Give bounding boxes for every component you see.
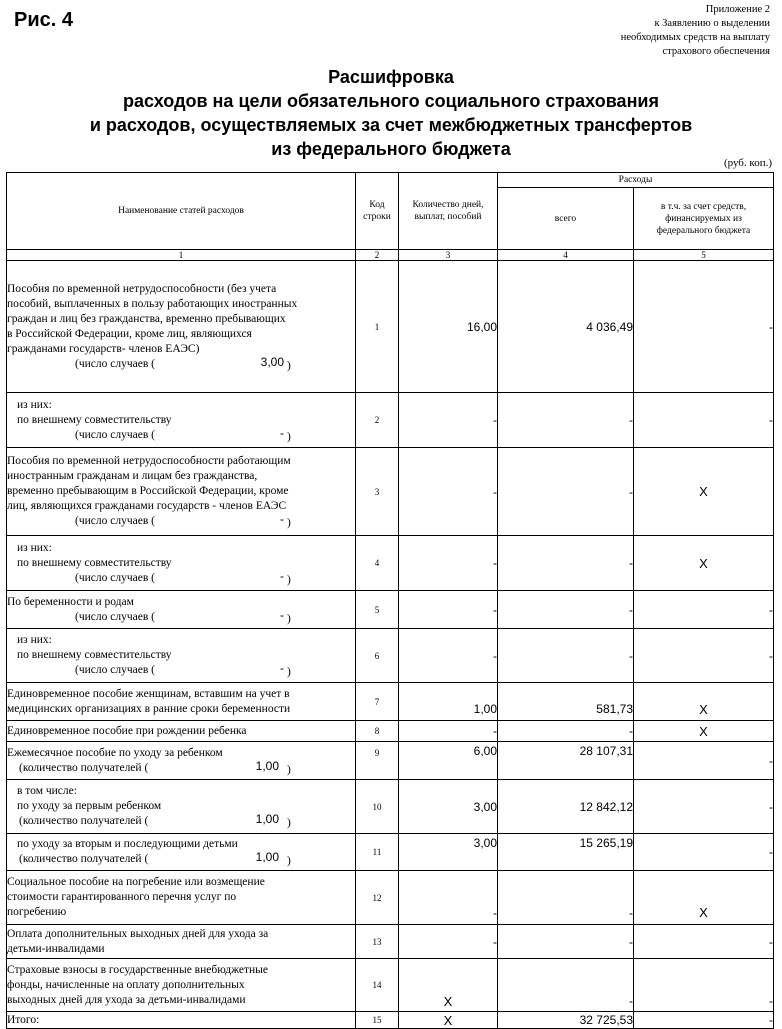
row-federal: - bbox=[634, 925, 774, 959]
col-number: 1 bbox=[7, 250, 356, 261]
row-total: - bbox=[498, 536, 634, 591]
count-close: ) bbox=[287, 817, 291, 829]
row-name bbox=[7, 959, 356, 1012]
row-text: пособий, выплаченных в пользу работающих иностранных bbox=[7, 297, 298, 310]
table-row bbox=[7, 721, 774, 742]
document-title bbox=[0, 65, 782, 161]
row-code: 10 bbox=[356, 780, 399, 834]
expenses-table bbox=[6, 172, 774, 1029]
table-row bbox=[7, 1012, 774, 1029]
row-qty: X bbox=[399, 959, 498, 1012]
count-label: (число случаев ( bbox=[75, 664, 155, 676]
row-total: 12 842,12 bbox=[498, 780, 634, 834]
row-text: из них: bbox=[17, 541, 52, 554]
row-federal: - bbox=[634, 261, 774, 393]
count-value: - bbox=[280, 425, 284, 440]
header-qty: Количество дней, выплат, пособий bbox=[399, 173, 498, 250]
count-close: ) bbox=[287, 612, 291, 625]
table-row bbox=[7, 261, 774, 393]
table-row bbox=[7, 591, 774, 629]
row-text: гражданами государств- членов ЕАЭС) bbox=[7, 342, 200, 355]
row-code: 2 bbox=[356, 393, 399, 448]
row-federal: - bbox=[634, 959, 774, 1012]
row-total: - bbox=[498, 448, 634, 536]
row-qty: - bbox=[399, 591, 498, 629]
count-value: - bbox=[280, 661, 284, 675]
case-count bbox=[7, 607, 355, 625]
annex-line: необходимых средств на выплату bbox=[620, 32, 770, 43]
row-name bbox=[7, 871, 356, 925]
count-label: (число случаев ( bbox=[75, 571, 155, 584]
count-close: ) bbox=[287, 855, 291, 867]
row-federal: - bbox=[634, 1012, 774, 1029]
row-text: Пособия по временной нетрудоспособности работающим bbox=[7, 455, 291, 467]
row-total: - bbox=[498, 721, 634, 742]
annex-line: к Заявлению о выделении bbox=[654, 18, 770, 29]
count-value: 3,00 bbox=[260, 354, 284, 369]
row-text: Единовременное пособие при рождении ребенка bbox=[7, 724, 247, 737]
row-total: 15 265,19 bbox=[498, 834, 634, 871]
row-name bbox=[7, 591, 356, 629]
unit-label: (руб. коп.) bbox=[723, 157, 772, 169]
row-name bbox=[7, 536, 356, 591]
row-code: 1 bbox=[356, 261, 399, 393]
row-total: 28 107,31 bbox=[498, 742, 634, 780]
row-qty: - bbox=[399, 629, 498, 683]
row-text: Ежемесячное пособие по уходу за ребенком bbox=[7, 746, 223, 759]
row-text: выходных дней для ухода за детьми-инвалидами bbox=[7, 993, 246, 1006]
row-qty: 6,00 bbox=[399, 742, 498, 780]
row-qty: X bbox=[399, 1012, 498, 1029]
row-code: 8 bbox=[356, 721, 399, 742]
row-federal: - bbox=[634, 834, 774, 871]
col-number: 5 bbox=[634, 250, 774, 261]
row-code: 15 bbox=[356, 1012, 399, 1029]
row-text: по внешнему совместительству bbox=[17, 413, 172, 426]
row-text: Оплата дополнительных выходных дней для ухода за bbox=[7, 927, 269, 940]
row-federal: - bbox=[634, 591, 774, 629]
table-row bbox=[7, 834, 774, 871]
table-row bbox=[7, 448, 774, 536]
count-close: ) bbox=[287, 517, 291, 529]
row-federal: X bbox=[634, 721, 774, 742]
row-qty: - bbox=[399, 393, 498, 448]
row-text: по уходу за первым ребенком bbox=[17, 800, 162, 812]
row-text: Единовременное пособие женщинам, вставшим на учет в bbox=[7, 687, 290, 700]
figure-label: Рис. 4 bbox=[14, 9, 73, 31]
table-row bbox=[7, 536, 774, 591]
row-text: Страховые взносы в государственные внебюджетные bbox=[7, 963, 268, 976]
count-close: ) bbox=[287, 763, 291, 776]
row-code: 5 bbox=[356, 591, 399, 629]
row-qty: 1,00 bbox=[399, 683, 498, 721]
row-text: в Российской Федерации, кроме лиц, являющихся bbox=[7, 327, 252, 340]
count-value: - bbox=[280, 607, 284, 622]
row-text: граждан и лиц без гражданства, временно пребывающих bbox=[7, 312, 286, 325]
table-row bbox=[7, 780, 774, 834]
table-row bbox=[7, 393, 774, 448]
row-code: 7 bbox=[356, 683, 399, 721]
row-code: 4 bbox=[356, 536, 399, 591]
row-federal: - bbox=[634, 629, 774, 683]
count-label: (число случаев ( bbox=[75, 515, 155, 527]
row-text: по внешнему совместительству bbox=[17, 649, 172, 661]
row-name bbox=[7, 721, 356, 742]
title-line: из федерального бюджета bbox=[271, 139, 511, 159]
row-federal: X bbox=[634, 536, 774, 591]
col-number: 3 bbox=[399, 250, 498, 261]
table-row bbox=[7, 871, 774, 925]
row-qty: 16,00 bbox=[399, 261, 498, 393]
count-value: 1,00 bbox=[255, 850, 279, 864]
case-count bbox=[7, 514, 355, 529]
row-total: 581,73 bbox=[498, 683, 634, 721]
case-count bbox=[7, 425, 355, 443]
count-value: 1,00 bbox=[255, 812, 279, 826]
row-total: - bbox=[498, 393, 634, 448]
row-federal: X bbox=[634, 871, 774, 925]
row-name bbox=[7, 393, 356, 448]
row-text: из них: bbox=[17, 398, 52, 411]
row-total: - bbox=[498, 871, 634, 925]
table-row bbox=[7, 629, 774, 683]
row-qty: 3,00 bbox=[399, 780, 498, 834]
row-text: Итого: bbox=[7, 1013, 40, 1026]
col-number: 2 bbox=[356, 250, 399, 261]
row-text: погребению bbox=[7, 906, 67, 918]
row-name bbox=[7, 629, 356, 683]
row-text: По беременности и родам bbox=[7, 595, 134, 608]
count-label: (число случаев ( bbox=[75, 610, 155, 623]
row-federal: - bbox=[634, 742, 774, 780]
row-total: 32 725,53 bbox=[498, 1012, 634, 1029]
count-close: ) bbox=[287, 666, 291, 678]
row-name bbox=[7, 925, 356, 959]
row-total: - bbox=[498, 925, 634, 959]
header-expenses: Расходы bbox=[498, 173, 774, 188]
row-qty: - bbox=[399, 871, 498, 925]
row-code: 3 bbox=[356, 448, 399, 536]
row-qty: - bbox=[399, 448, 498, 536]
row-text: Социальное пособие на погребение или возмещение bbox=[7, 876, 265, 888]
recipient-count bbox=[7, 852, 355, 867]
row-code: 6 bbox=[356, 629, 399, 683]
count-label: (количество получателей ( bbox=[19, 761, 149, 774]
count-value: - bbox=[280, 512, 284, 526]
row-total: 4 036,49 bbox=[498, 261, 634, 393]
count-close: ) bbox=[287, 359, 291, 372]
row-name bbox=[7, 742, 356, 780]
title-line: расходов на цели обязательного социального страхования bbox=[122, 91, 660, 111]
count-label: (число случаев ( bbox=[75, 428, 155, 441]
row-text: по внешнему совместительству bbox=[17, 556, 172, 569]
recipient-count bbox=[7, 758, 355, 776]
count-value: 1,00 bbox=[255, 758, 279, 773]
table-row bbox=[7, 683, 774, 721]
row-total: - bbox=[498, 959, 634, 1012]
row-name bbox=[7, 1012, 356, 1029]
row-federal: X bbox=[634, 683, 774, 721]
header-total: всего bbox=[498, 188, 634, 250]
row-federal: X bbox=[634, 448, 774, 536]
count-label: (количество получателей ( bbox=[19, 815, 149, 827]
row-text: медицинских организациях в ранние сроки беременности bbox=[7, 702, 291, 715]
annex-line: страхового обеспечения bbox=[662, 46, 770, 57]
title-line: Расшифровка bbox=[328, 67, 454, 87]
row-name bbox=[7, 834, 356, 871]
recipient-count bbox=[7, 814, 355, 829]
table-row bbox=[7, 959, 774, 1012]
count-value: - bbox=[280, 568, 284, 583]
case-count bbox=[7, 354, 355, 372]
count-close: ) bbox=[287, 430, 291, 443]
row-code: 13 bbox=[356, 925, 399, 959]
case-count bbox=[7, 568, 355, 586]
row-text: временно пребывающим в Российской Федерации, кроме bbox=[7, 485, 289, 497]
row-code: 11 bbox=[356, 834, 399, 871]
row-code: 14 bbox=[356, 959, 399, 1012]
header-federal: в т.ч. за счет средств, финансируемых из федерального бюджета bbox=[634, 188, 774, 250]
row-name bbox=[7, 261, 356, 393]
header-code: Код строки bbox=[356, 173, 399, 250]
table-row bbox=[7, 925, 774, 959]
table-row bbox=[7, 742, 774, 780]
row-code: 9 bbox=[356, 742, 399, 780]
row-federal: - bbox=[634, 393, 774, 448]
row-total: - bbox=[498, 629, 634, 683]
row-text: детьми-инвалидами bbox=[7, 942, 105, 955]
row-total: - bbox=[498, 591, 634, 629]
count-close: ) bbox=[287, 573, 291, 586]
row-text: стоимости гарантированного перечня услуг по bbox=[7, 891, 237, 903]
row-qty: 3,00 bbox=[399, 834, 498, 871]
row-name bbox=[7, 448, 356, 536]
row-text: иностранным гражданам и лицам без гражданства, bbox=[7, 470, 258, 482]
annex-line: Приложение 2 bbox=[705, 4, 770, 15]
row-qty: - bbox=[399, 536, 498, 591]
row-text: в том числе: bbox=[17, 785, 77, 797]
row-text: из них: bbox=[17, 634, 52, 646]
case-count bbox=[7, 663, 355, 678]
row-name bbox=[7, 780, 356, 834]
row-code: 12 bbox=[356, 871, 399, 925]
row-text: фонды, начисленные на оплату дополнительных bbox=[7, 978, 245, 991]
count-label: (число случаев ( bbox=[75, 357, 155, 370]
row-text: по уходу за вторым и последующими детьми bbox=[17, 838, 238, 850]
row-qty: - bbox=[399, 721, 498, 742]
title-line: и расходов, осуществляемых за счет межбюджетных трансфертов bbox=[89, 115, 693, 135]
header-name: Наименование статей расходов bbox=[7, 173, 356, 250]
row-text: лиц, являющихся гражданами государств - членов ЕАЭС bbox=[7, 500, 287, 512]
row-name bbox=[7, 683, 356, 721]
annex-note bbox=[621, 3, 770, 59]
row-text: Пособия по временной нетрудоспособности (без учета bbox=[7, 282, 277, 295]
count-label: (количество получателей ( bbox=[19, 853, 149, 865]
row-federal: - bbox=[634, 780, 774, 834]
row-qty: - bbox=[399, 925, 498, 959]
col-number: 4 bbox=[498, 250, 634, 261]
